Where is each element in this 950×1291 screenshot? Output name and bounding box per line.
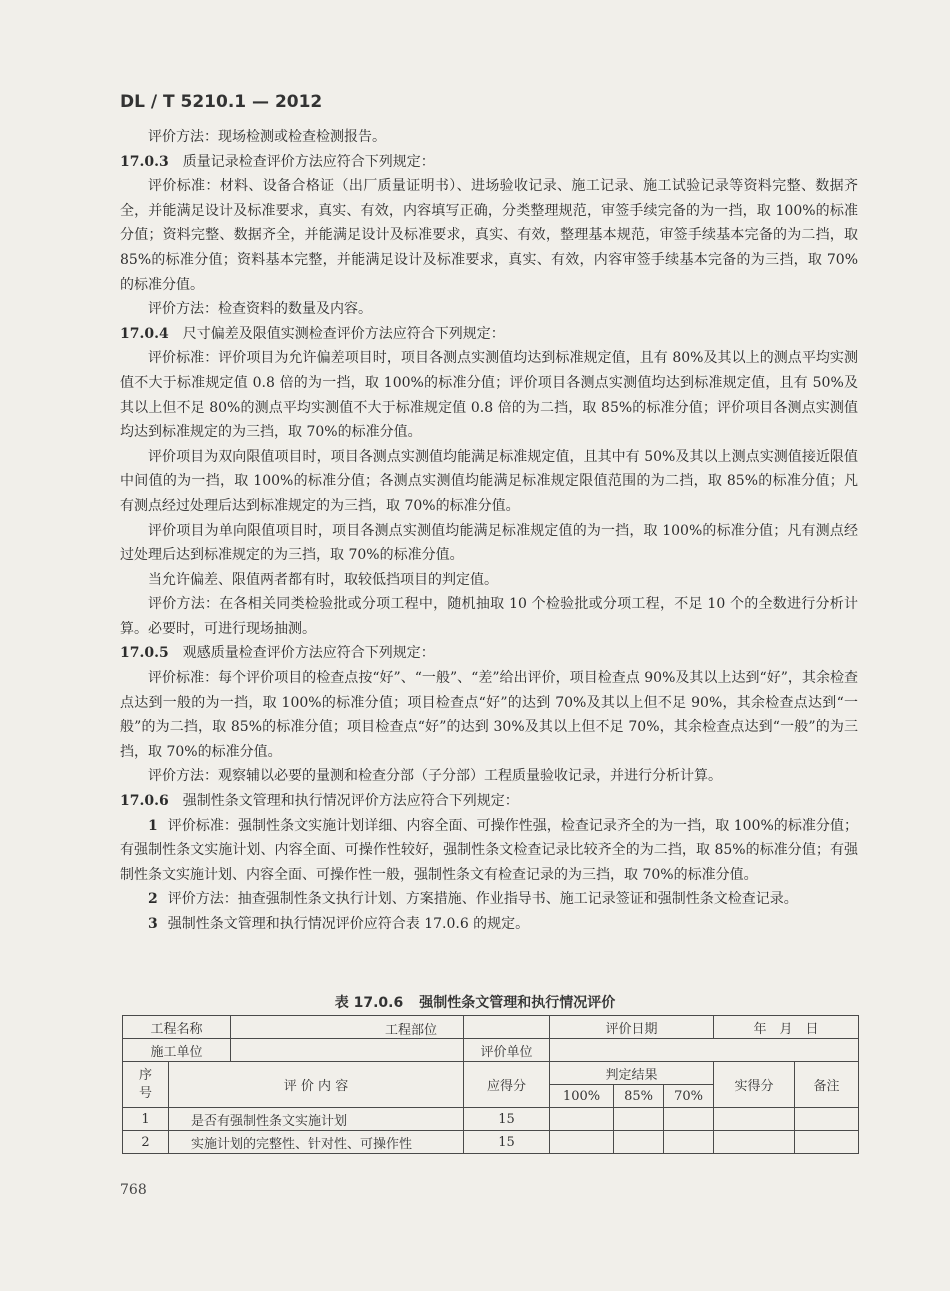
paragraph: 评价方法：现场检测或检查检测报告。	[148, 129, 386, 145]
numbered-item	[120, 912, 858, 937]
numbered-item	[120, 887, 858, 912]
col-70-header: 70%	[664, 1085, 714, 1108]
col-result-header: 判定结果	[550, 1062, 714, 1085]
table-caption	[0, 992, 950, 1012]
body-text	[120, 125, 858, 937]
col-actual-header: 实得分	[714, 1062, 795, 1108]
col-seq-header	[123, 1062, 169, 1108]
row-100	[550, 1108, 614, 1131]
section-title: 尺寸偏差及限值实测检查评价方法应符合下列规定：	[182, 325, 505, 342]
construction-unit-value	[231, 1039, 464, 1062]
section-number: 17.0.6	[120, 793, 169, 810]
page-number: 768	[120, 1182, 147, 1198]
row-70	[664, 1108, 714, 1131]
section-number: 17.0.3	[120, 153, 169, 170]
row-85	[614, 1131, 664, 1154]
row-note	[795, 1131, 859, 1154]
paragraph: 评价项目为单向限值项目时，项目各测点实测值均能满足标准规定值的为一挡，取 100%的标准分值；凡有测点经过处理后达到标准规定的为三挡，取 70%的标准分值。	[120, 522, 858, 564]
eval-unit-label: 评价单位	[464, 1039, 550, 1062]
item-number: 1	[148, 817, 158, 834]
standard-header: DL / T 5210.1 — 2012	[120, 92, 323, 112]
table-caption-title: 强制性条文管理和执行情况评价	[419, 995, 616, 1011]
row-content: 是否有强制性条文实施计划	[169, 1108, 464, 1131]
item-number: 3	[148, 916, 158, 932]
eval-date-label: 评价日期	[550, 1016, 714, 1039]
section-title: 观感质量检查评价方法应符合下列规定：	[182, 645, 435, 662]
table-caption-number: 表 17.0.6	[334, 995, 404, 1011]
paragraph: 评价项目为双向限值项目时，项目各测点实测值均能满足标准规定值，且其中有 50%及其以上测点实测值接近限值中间值的为一挡，取 100%的标准分值；各测点实测值均能满足标准规定限值范围的为二挡，取 85%的标准分值；凡有测点经过处理后达到标准规定的为三挡，取 70%的标准分值。	[120, 448, 858, 514]
section-title: 质量记录检查评价方法应符合下列规定：	[182, 153, 435, 170]
table-row	[123, 1108, 859, 1131]
paragraph: 评价方法：检查资料的数量及内容。	[148, 301, 372, 318]
project-part-label: 工程部位	[385, 1023, 438, 1038]
col-seq-text: 序号	[139, 1067, 153, 1101]
section-number: 17.0.4	[120, 325, 169, 342]
paragraph: 评价标准：评价项目为允许偏差项目时，项目各测点实测值均达到标准规定值，且有 80%及其以上的测点平均实测值不大于标准规定值 0.8 倍的为一挡，取 100%的标准分值；评价项目各测点实测值均达到标准规定值，且有 50%及其以上但不足 80%的测点平均实测值不大于标准规定值 0.8 倍的为二挡，取 85%的标准分值；评价项目各测点实测值均达到标准规定的为三挡，取 70%的标准分值。	[120, 350, 858, 441]
row-note	[795, 1108, 859, 1131]
item-text: 强制性条文管理和执行情况评价应符合表 17.0.6 的规定。	[167, 916, 530, 932]
col-score-header: 应得分	[464, 1062, 550, 1108]
table-row	[123, 1016, 859, 1039]
row-70	[664, 1131, 714, 1154]
section-heading	[120, 789, 858, 814]
row-85	[614, 1108, 664, 1131]
row-content: 实施计划的完整性、针对性、可操作性	[169, 1131, 464, 1154]
paragraph: 评价标准：材料、设备合格证（出厂质量证明书）、进场验收记录、施工记录、施工试验记录等资料完整、数据齐全，并能满足设计及标准要求，真实、有效，内容填写正确，分类整理规范，审签手续完备的为一挡，取 100%的标准分值；资料完整、数据齐全，并能满足设计及标准要求，真实、有效，整理基本规范，审签手续基本完备的为二挡，取 85%的标准分值；资料基本完整，并能满足设计及标准要求，真实、有效，内容审签手续基本完备的为三挡，取 70%的标准分值。	[120, 178, 858, 293]
item-text: 评价方法：抽查强制性条文执行计划、方案措施、作业指导书、施工记录签证和强制性条文检查记录。	[167, 891, 798, 908]
row-score: 15	[464, 1108, 550, 1131]
table-row	[123, 1039, 859, 1062]
paragraph: 当允许偏差、限值两者都有时，取较低挡项目的判定值。	[148, 571, 498, 588]
section-heading	[120, 641, 858, 666]
evaluation-table	[122, 1015, 859, 1154]
col-85-header: 85%	[614, 1085, 664, 1108]
row-actual	[714, 1108, 795, 1131]
project-part-value	[464, 1016, 550, 1039]
table-row	[123, 1062, 859, 1085]
paragraph: 评价标准：每个评价项目的检查点按“好”、“一般”、“差”给出评价，项目检查点 90%及其以上达到“好”，其余检查点达到一般的为一挡，取 100%的标准分值；项目检查点“好”的达到 70%及其以上但不足 90%，其余检查点达到“一般”的为二挡，取 85%的标准分值；项目检查点“好”的达到 30%及其以上但不足 70%，其余检查点达到“一般”的为三挡，取 70%的标准分值。	[120, 670, 858, 760]
table-row	[123, 1131, 859, 1154]
section-number: 17.0.5	[120, 645, 169, 662]
paragraph: 评价方法：在各相关同类检验批或分项工程中，随机抽取 10 个检验批或分项工程，不足 10 个的全数进行分析计算。必要时，可进行现场抽测。	[120, 596, 858, 637]
row-score: 15	[464, 1131, 550, 1154]
numbered-item	[120, 814, 858, 888]
item-number: 2	[148, 891, 158, 908]
col-100-header: 100%	[550, 1085, 614, 1108]
section-heading	[120, 150, 858, 175]
row-seq: 2	[123, 1131, 169, 1154]
section-title: 强制性条文管理和执行情况评价方法应符合下列规定：	[182, 793, 519, 810]
col-note-header: 备注	[795, 1062, 859, 1108]
construction-unit-label: 施工单位	[123, 1039, 231, 1062]
item-text: 评价标准：强制性条文实施计划详细、内容全面、可操作性强，检查记录齐全的为一挡，取 100%的标准分值；有强制性条文实施计划、内容全面、可操作性较好，强制性条文检查记录比较齐全的为二挡，取 85%的标准分值；有强制性条文实施计划、内容全面、可操作性一般，强制性条文有检查记录的为三挡，取 70%的标准分值。	[120, 817, 858, 883]
eval-unit-value	[550, 1039, 859, 1062]
project-name-label: 工程名称	[123, 1016, 231, 1039]
paragraph: 评价方法：观察辅以必要的量测和检查分部（子分部）工程质量验收记录，并进行分析计算。	[148, 768, 722, 785]
eval-date-value: 年 月 日	[714, 1016, 859, 1039]
row-100	[550, 1131, 614, 1154]
section-heading	[120, 322, 858, 347]
row-actual	[714, 1131, 795, 1154]
col-content-header: 评 价 内 容	[169, 1062, 464, 1108]
row-seq: 1	[123, 1108, 169, 1131]
project-name-value	[231, 1016, 464, 1039]
